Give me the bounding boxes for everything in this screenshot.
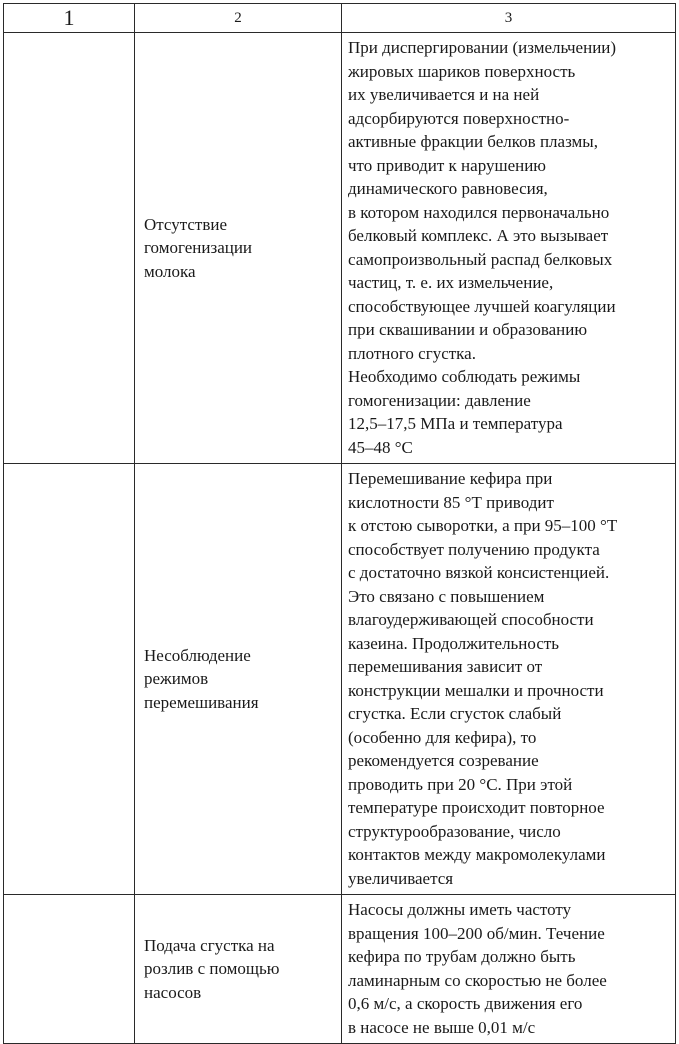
desc-line: При диспергировании (измельчении) xyxy=(348,38,617,57)
desc-line: адсорбируются поверхностно- xyxy=(348,108,570,128)
table-row xyxy=(4,895,676,1044)
desc-line: частиц, т. е. их измельчение, xyxy=(348,273,554,292)
column-header-3: 3 xyxy=(342,4,676,33)
cause-line: режимов xyxy=(144,669,209,689)
desc-line: кислотности 85 °Т приводит xyxy=(348,492,554,512)
cause-line: Отсутствие xyxy=(144,214,228,234)
desc-line: структурообразование, число xyxy=(348,821,561,841)
row-2-col-1 xyxy=(4,464,135,895)
cause-line: Подача сгустка на xyxy=(144,935,275,955)
desc-line: активные фракции белков плазмы, xyxy=(348,132,598,151)
desc-line: сгустка. Если сгусток слабый xyxy=(348,704,562,723)
desc-line: способствует получению продукта xyxy=(348,539,600,559)
row-1-col-1 xyxy=(4,33,135,464)
desc-line: 12,5–17,5 МПа и температура xyxy=(348,414,563,433)
desc-line: кефира по трубам должно быть xyxy=(348,947,576,966)
table-row xyxy=(4,33,676,464)
desc-line: казеина. Продолжительность xyxy=(348,633,560,653)
desc-line: (особенно для кефира), то xyxy=(348,727,537,747)
cause-line: молока xyxy=(144,261,196,281)
desc-line: Это связано с повышением xyxy=(348,586,545,606)
desc-line: плотного сгустка. xyxy=(348,343,476,363)
desc-line: Насосы должны иметь частоту xyxy=(348,900,572,919)
column-header-1: 1 xyxy=(4,4,135,33)
desc-line: к отстою сыворотки, а при 95–100 °Т xyxy=(348,516,618,535)
desc-line: контактов между макромолекулами xyxy=(348,845,606,864)
desc-line: 0,6 м/с, а скорость движения его xyxy=(348,994,583,1013)
cause-line: розлив с помощью xyxy=(144,959,280,979)
desc-line: Перемешивание кефира при xyxy=(348,469,553,488)
desc-line: белковый комплекс. А это вызывает xyxy=(348,226,609,245)
row-3-cause xyxy=(135,895,342,1044)
row-2-description xyxy=(342,464,676,895)
desc-line: перемешивания зависит от xyxy=(348,657,543,676)
desc-line: динамического равновесия, xyxy=(348,179,548,198)
cause-line: гомогенизации xyxy=(144,238,253,258)
desc-line: температуре происходит повторное xyxy=(348,798,605,817)
row-1-description xyxy=(342,33,676,464)
cause-line: перемешивания xyxy=(144,692,259,712)
header-row xyxy=(4,4,676,33)
desc-line: увеличивается xyxy=(348,868,454,888)
desc-line: Необходимо соблюдать режимы xyxy=(348,367,581,386)
desc-line: рекомендуется созревание xyxy=(348,751,539,770)
row-3-description xyxy=(342,895,676,1044)
desc-line: гомогенизации: давление xyxy=(348,390,531,410)
desc-line: что приводит к нарушению xyxy=(348,155,547,175)
cause-line: Несоблюдение xyxy=(144,645,251,665)
desc-line: в насосе не выше 0,01 м/с xyxy=(348,1017,536,1037)
desc-line: жировых шариков поверхность xyxy=(348,61,576,81)
desc-line: ламинарным со скоростью не более xyxy=(348,970,607,990)
desc-line: способствующее лучшей коагуляции xyxy=(348,296,616,316)
desc-line: их увеличивается и на ней xyxy=(348,85,540,104)
table-row xyxy=(4,464,676,895)
causes-table xyxy=(3,3,676,1044)
row-1-cause xyxy=(135,33,342,464)
column-header-2: 2 xyxy=(135,4,342,33)
desc-line: влагоудерживающей способности xyxy=(348,610,594,629)
desc-line: с достаточно вязкой консистенцией. xyxy=(348,563,610,582)
desc-line: проводить при 20 °С. При этой xyxy=(348,774,573,794)
desc-line: вращения 100–200 об/мин. Течение xyxy=(348,923,605,943)
desc-line: при сквашивании и образованию xyxy=(348,320,588,339)
desc-line: в котором находился первоначально xyxy=(348,202,610,222)
desc-line: конструкции мешалки и прочности xyxy=(348,680,604,700)
desc-line: самопроизвольный распад белковых xyxy=(348,249,613,269)
row-2-cause xyxy=(135,464,342,895)
row-3-col-1 xyxy=(4,895,135,1044)
cause-line: насосов xyxy=(144,982,202,1002)
desc-line: 45–48 °С xyxy=(348,437,413,457)
